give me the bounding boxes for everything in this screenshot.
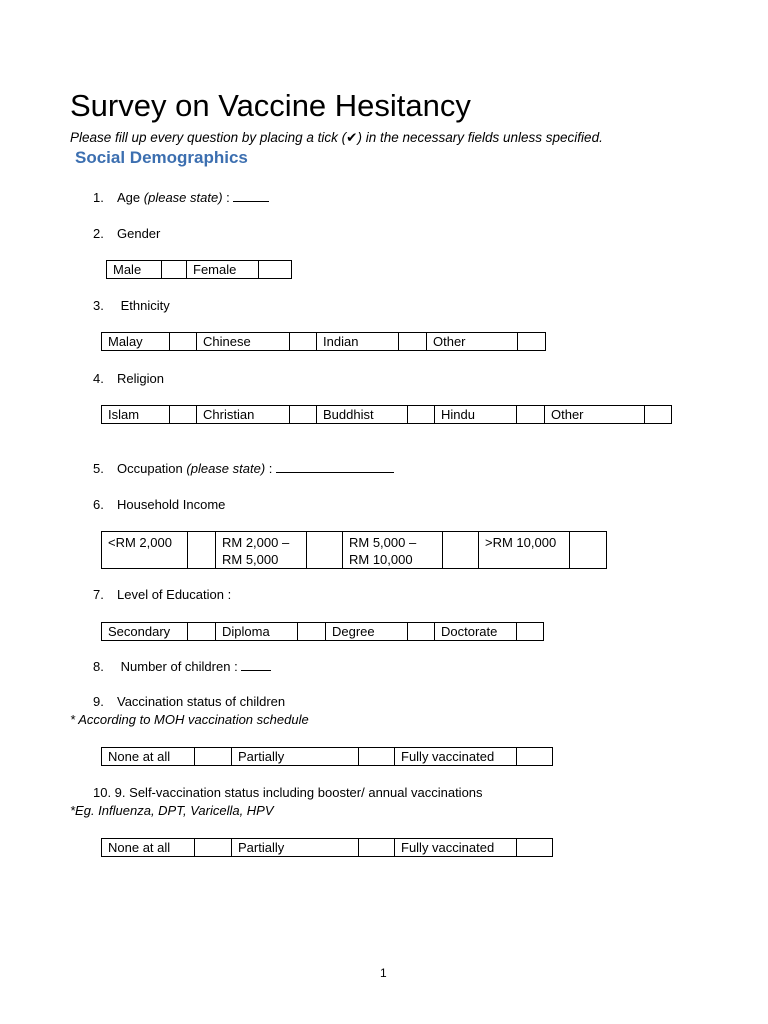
option-label: Degree xyxy=(326,623,408,641)
gender-options xyxy=(106,260,292,279)
checkbox[interactable] xyxy=(170,333,197,351)
option-label: Islam xyxy=(102,406,170,424)
option-label: Diploma xyxy=(216,623,298,641)
checkbox[interactable] xyxy=(195,839,232,857)
option-label: Buddhist xyxy=(317,406,408,424)
question-number: 9. xyxy=(93,694,104,709)
question-education xyxy=(93,587,231,602)
checkbox[interactable] xyxy=(298,623,326,641)
option-label: Fully vaccinated xyxy=(395,839,517,857)
question-label: Household Income xyxy=(117,497,226,512)
checkbox[interactable] xyxy=(195,748,232,766)
question-label: Level of Education : xyxy=(117,587,232,602)
option-label: Fully vaccinated xyxy=(395,748,517,766)
option-label: Male xyxy=(107,261,162,279)
option-label: Doctorate xyxy=(435,623,517,641)
checkbox[interactable] xyxy=(290,406,317,424)
option-label: None at all xyxy=(102,748,195,766)
question-children xyxy=(93,659,271,674)
question-number: 8. xyxy=(93,659,104,674)
option-label: Partially xyxy=(232,839,359,857)
checkbox[interactable] xyxy=(517,748,553,766)
question-children-vaccination xyxy=(93,694,285,709)
income-options xyxy=(101,531,607,569)
question-label: Number of children : xyxy=(120,659,238,674)
option-label: Secondary xyxy=(102,623,188,641)
option-label: Malay xyxy=(102,333,170,351)
children-answer-line[interactable] xyxy=(241,660,271,671)
children-vaccination-options xyxy=(101,747,553,766)
question-number: 2. xyxy=(93,226,104,241)
question-number: 7. xyxy=(93,587,104,602)
instructions: Please fill up every question by placing a tick (✔) in the necessary fields unless specified. xyxy=(70,130,603,145)
option-label: Chinese xyxy=(197,333,290,351)
checkbox[interactable] xyxy=(290,333,317,351)
checkbox[interactable] xyxy=(517,623,544,641)
question-religion xyxy=(93,371,164,386)
checkbox[interactable] xyxy=(188,623,216,641)
checkbox[interactable] xyxy=(517,839,553,857)
question-household-income xyxy=(93,497,225,512)
option-label: RM 5,000 – RM 10,000 xyxy=(343,532,443,569)
question-number: 1. xyxy=(93,190,104,205)
checkbox[interactable] xyxy=(408,406,435,424)
question-label: Ethnicity xyxy=(120,298,170,313)
question-number: 6. xyxy=(93,497,104,512)
occupation-answer-line[interactable] xyxy=(276,462,394,473)
question-hint: (please state) xyxy=(143,190,223,205)
question-ethnicity xyxy=(93,298,170,313)
question-label: Gender xyxy=(117,226,161,241)
page-number: 1 xyxy=(380,966,387,980)
checkbox[interactable] xyxy=(570,532,607,569)
question-label: Age xyxy=(117,190,141,205)
question-suffix: : xyxy=(265,461,273,476)
survey-title: Survey on Vaccine Hesitancy xyxy=(70,88,471,123)
religion-options xyxy=(101,405,672,424)
age-answer-line[interactable] xyxy=(233,191,269,202)
question-number: 5. xyxy=(93,461,104,476)
checkbox[interactable] xyxy=(307,532,343,569)
checkbox[interactable] xyxy=(399,333,427,351)
option-label: Indian xyxy=(317,333,399,351)
checkbox[interactable] xyxy=(162,261,187,279)
self-vaccination-options xyxy=(101,838,553,857)
option-label: RM 2,000 – RM 5,000 xyxy=(216,532,307,569)
option-label: Female xyxy=(187,261,259,279)
question-label: Religion xyxy=(117,371,164,386)
question-gender xyxy=(93,226,160,241)
checkbox[interactable] xyxy=(359,839,395,857)
option-label: Christian xyxy=(197,406,290,424)
checkbox[interactable] xyxy=(518,333,546,351)
option-label: <RM 2,000 xyxy=(102,532,188,569)
section-heading: Social Demographics xyxy=(75,148,248,167)
checkbox[interactable] xyxy=(170,406,197,424)
checkbox[interactable] xyxy=(188,532,216,569)
checkbox[interactable] xyxy=(645,406,672,424)
checkbox[interactable] xyxy=(408,623,435,641)
option-label: Other xyxy=(545,406,645,424)
question-label: Vaccination status of children xyxy=(117,694,286,709)
question-note: *Eg. Influenza, DPT, Varicella, HPV xyxy=(70,803,274,818)
option-label: >RM 10,000 xyxy=(479,532,570,569)
question-number: 4. xyxy=(93,371,104,386)
question-self-vaccination xyxy=(93,785,483,800)
question-label: Self-vaccination status including booster/ annual vaccinations xyxy=(129,785,483,800)
ethnicity-options xyxy=(101,332,546,351)
question-note: * According to MOH vaccination schedule xyxy=(70,712,309,727)
checkbox[interactable] xyxy=(443,532,479,569)
question-suffix: : xyxy=(222,190,230,205)
question-age xyxy=(93,190,269,205)
checkbox[interactable] xyxy=(259,261,292,279)
option-label: Other xyxy=(427,333,518,351)
option-label: Partially xyxy=(232,748,359,766)
question-occupation xyxy=(93,461,394,476)
option-label: None at all xyxy=(102,839,195,857)
education-options xyxy=(101,622,544,641)
checkbox[interactable] xyxy=(517,406,545,424)
question-number: 3. xyxy=(93,298,104,313)
option-label: Hindu xyxy=(435,406,517,424)
question-hint: (please state) xyxy=(186,461,266,476)
question-number: 10. 9. xyxy=(93,785,126,800)
question-label: Occupation xyxy=(117,461,183,476)
checkbox[interactable] xyxy=(359,748,395,766)
